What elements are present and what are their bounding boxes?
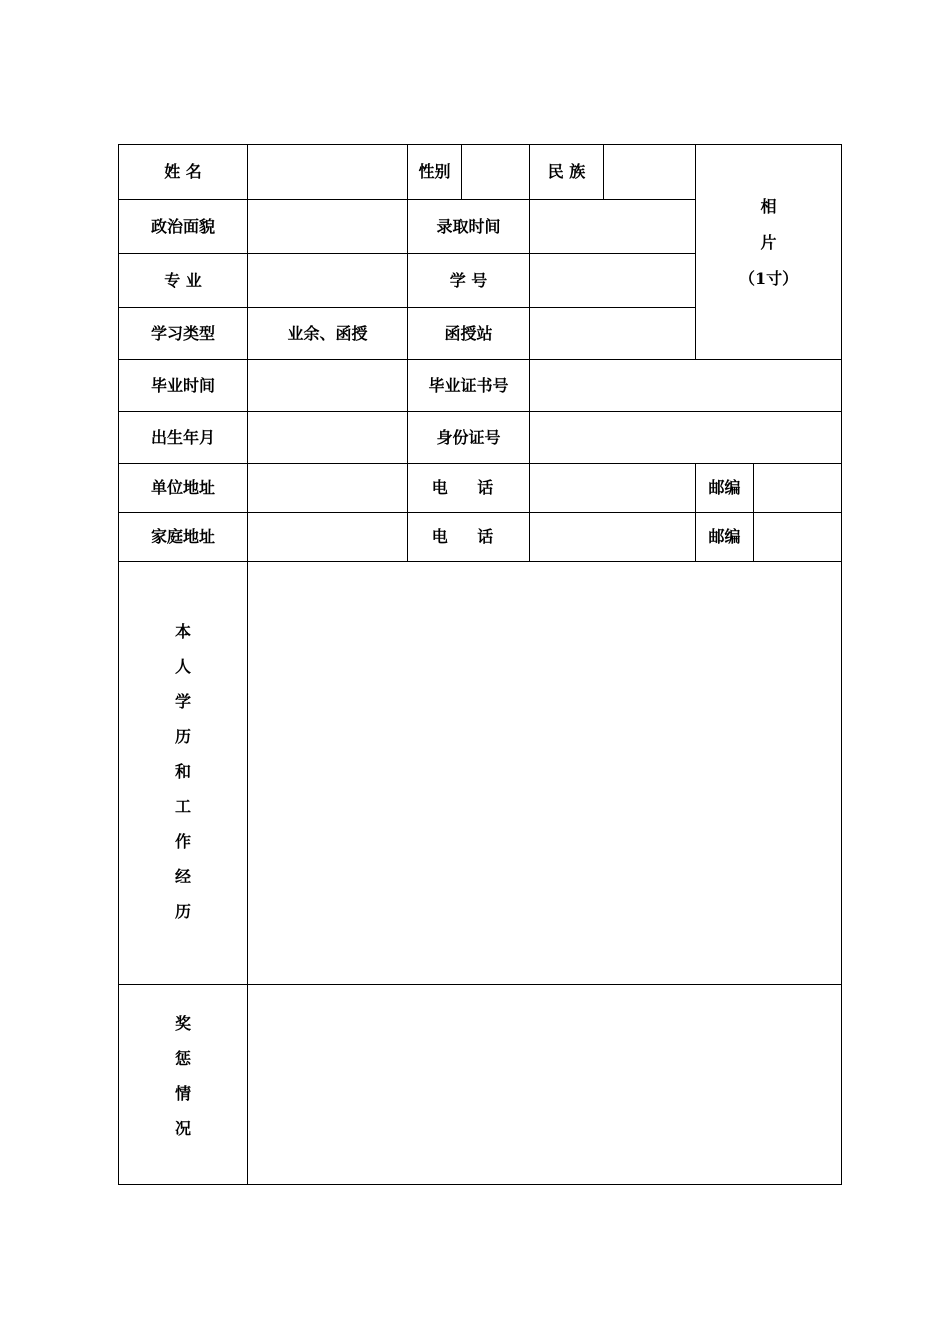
row-home-address	[119, 513, 842, 562]
home-postcode-label: 邮编	[696, 513, 754, 562]
awards-penalties-field[interactable]	[248, 985, 842, 1185]
graduation-time-label: 毕业时间	[119, 360, 248, 412]
id-number-field[interactable]	[530, 412, 842, 464]
diploma-number-label: 毕业证书号	[408, 360, 530, 412]
photo-area[interactable]	[696, 145, 842, 360]
work-phone-label: 电 话	[408, 464, 530, 513]
photo-label-size: （1寸）	[738, 269, 799, 288]
student-id-field[interactable]	[530, 254, 696, 308]
work-address-label: 单位地址	[119, 464, 248, 513]
history-label-char: 人	[174, 657, 191, 676]
history-label-char: 作	[174, 832, 191, 851]
work-postcode-label: 邮编	[696, 464, 754, 513]
history-label-char: 和	[174, 762, 191, 781]
gender-label: 性别	[408, 145, 462, 200]
study-type-label: 学习类型	[119, 308, 248, 360]
student-id-label: 学 号	[408, 254, 530, 308]
history-label-char: 历	[174, 727, 191, 746]
work-postcode-field[interactable]	[754, 464, 842, 513]
row-awards-penalties	[119, 985, 842, 1185]
major-label: 专 业	[119, 254, 248, 308]
home-phone-field[interactable]	[530, 513, 696, 562]
education-work-history-label	[119, 562, 248, 985]
history-label-char: 本	[174, 622, 191, 641]
photo-label-line1: 相	[760, 197, 777, 216]
row-name	[119, 145, 842, 200]
row-education-work-history	[119, 562, 842, 985]
awards-label-char: 惩	[174, 1049, 191, 1068]
name-label: 姓 名	[119, 145, 248, 200]
history-label-char: 历	[174, 902, 191, 921]
row-graduation-time	[119, 360, 842, 412]
ethnicity-field[interactable]	[604, 145, 696, 200]
education-work-history-field[interactable]	[248, 562, 842, 985]
history-label-char: 经	[174, 867, 191, 886]
home-postcode-field[interactable]	[754, 513, 842, 562]
awards-penalties-label	[119, 985, 248, 1185]
registration-form-table	[118, 144, 842, 1185]
awards-label-char: 况	[174, 1119, 191, 1138]
name-field[interactable]	[248, 145, 408, 200]
home-address-label: 家庭地址	[119, 513, 248, 562]
gender-field[interactable]	[462, 145, 530, 200]
ethnicity-label: 民 族	[530, 145, 604, 200]
admission-time-field[interactable]	[530, 200, 696, 254]
admission-time-label: 录取时间	[408, 200, 530, 254]
photo-label-line2: 片	[760, 233, 777, 252]
birth-date-field[interactable]	[248, 412, 408, 464]
id-number-label: 身份证号	[408, 412, 530, 464]
work-address-field[interactable]	[248, 464, 408, 513]
birth-date-label: 出生年月	[119, 412, 248, 464]
political-status-label: 政治面貌	[119, 200, 248, 254]
row-work-address	[119, 464, 842, 513]
study-type-value: 业余、函授	[248, 308, 408, 360]
awards-label-char: 情	[174, 1084, 191, 1103]
political-status-field[interactable]	[248, 200, 408, 254]
graduation-time-field[interactable]	[248, 360, 408, 412]
home-phone-label: 电 话	[408, 513, 530, 562]
awards-label-char: 奖	[174, 1014, 191, 1033]
home-address-field[interactable]	[248, 513, 408, 562]
major-field[interactable]	[248, 254, 408, 308]
history-label-char: 学	[174, 692, 191, 711]
correspondence-station-field[interactable]	[530, 308, 696, 360]
correspondence-station-label: 函授站	[408, 308, 530, 360]
row-birth-date	[119, 412, 842, 464]
history-label-char: 工	[174, 797, 191, 816]
work-phone-field[interactable]	[530, 464, 696, 513]
diploma-number-field[interactable]	[530, 360, 842, 412]
